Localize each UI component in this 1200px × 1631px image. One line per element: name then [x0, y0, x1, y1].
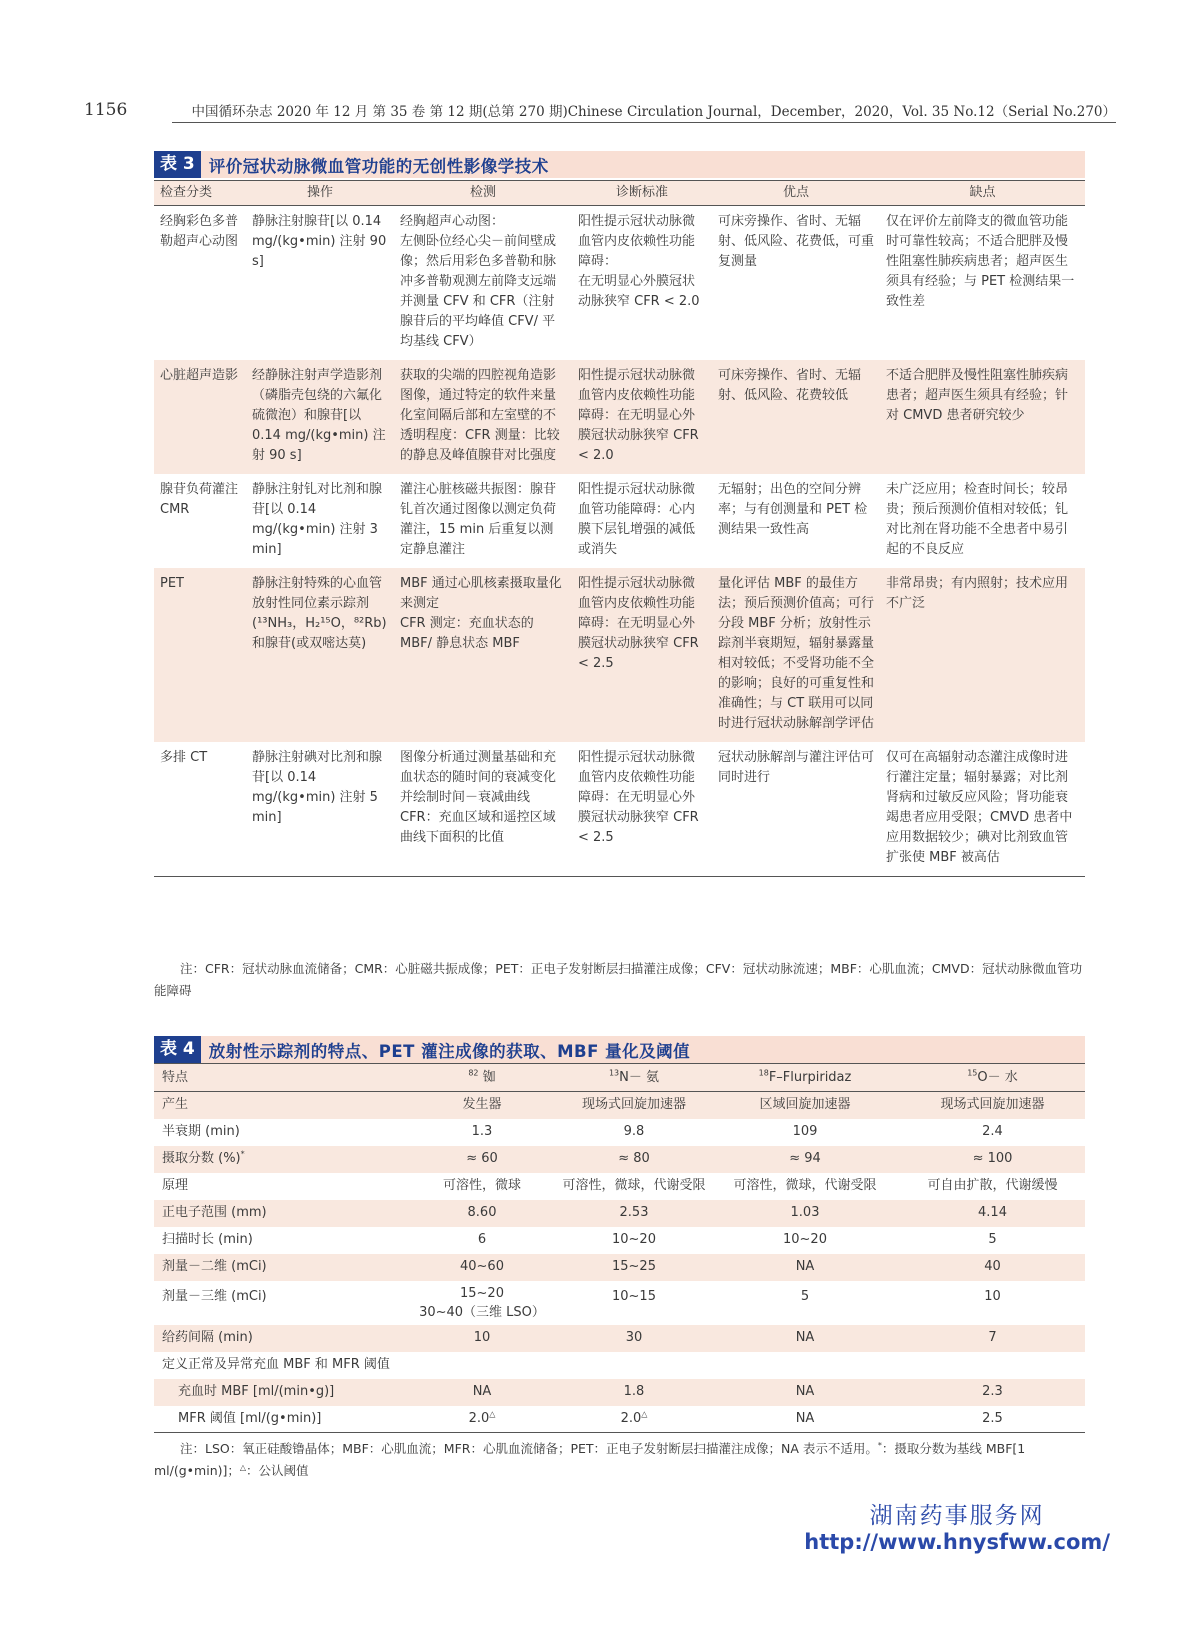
cell-rb: 可溶性，微球	[442, 1178, 521, 1193]
cell-cons: 未广泛应用；检查时间长；较昂贵；预后预测价值相对较低；钆对比剂在肾功能不全患者中易引起的不良反应	[886, 482, 1069, 557]
table-row	[154, 1200, 1085, 1227]
table4-col-header: $^{82}$ 铷	[406, 1064, 558, 1092]
cell-o: ≈ 100	[900, 1146, 1085, 1173]
cell-o: 2.3	[900, 1379, 1085, 1406]
cell-n: 2.0△	[558, 1406, 710, 1433]
cell-operation: 经静脉注射声学造影剂（磷脂壳包绕的六氟化硫微泡）和腺苷[以 0.14 mg/(kg•min) 注射 90 s]	[246, 360, 394, 474]
cell-label: 半衰期 (min)	[162, 1124, 240, 1139]
cell-detection: MBF 通过心肌核素摄取量化来测定 CFR 测定：充血状态的 MBF/ 静息状态 MBF	[394, 568, 572, 742]
cell-pros: 无辐射；出色的空间分辨率；与有创测量和 PET 检测结果一致性高	[718, 482, 868, 537]
watermark	[804, 1497, 1110, 1554]
table4-col-header: 特点	[154, 1064, 406, 1092]
table3-tag: 表 3	[154, 151, 201, 178]
cell-rb: 8.60	[406, 1200, 558, 1227]
cell-detection: 图像分析通过测量基础和充血状态的随时间的衰减变化并绘制时间－衰减曲线 CFR：充血区域和遥控区域曲线下面积的比值	[394, 742, 572, 877]
table-row	[154, 1379, 1085, 1406]
cell-n: 15~25	[558, 1254, 710, 1281]
cell-category: 腺苷负荷灌注 CMR	[160, 482, 239, 517]
table-row	[154, 742, 1085, 877]
table4-col-header: $^{13}$N－ 氨	[558, 1064, 710, 1092]
cell-label: MFR 阈值 [ml/(g•min)]	[154, 1406, 406, 1433]
cell-label: 正电子范围 (mm)	[154, 1200, 406, 1227]
cell-category: PET	[154, 568, 246, 742]
cell-f: NA	[710, 1325, 900, 1352]
table-row	[154, 1092, 1085, 1119]
table-row	[154, 1119, 1085, 1146]
table3-title-bar	[154, 151, 1085, 178]
table3-note: 注：CFR：冠状动脉血流储备；CMR：心脏磁共振成像；PET：正电子发射断层扫描灌注成像；CFV：冠状动脉流速；MBF：心肌血流；CMVD：冠状动脉微血管功能障碍	[154, 961, 1083, 998]
cell-n: ≈ 80	[558, 1146, 710, 1173]
cell-f: 区域回旋加速器	[710, 1092, 900, 1119]
cell-pros: 量化评估 MBF 的最佳方法；预后预测价值高；可行分段 MBF 分析；放射性示踪剂半衰期短，辐射暴露量相对较低；不受肾功能不全的影响；良好的可重复性和准确性；与 CT 联用可以同时进行冠状动脉解剖学评估	[712, 568, 880, 742]
cell-f: 可溶性，微球，代谢受限	[733, 1178, 877, 1193]
cell-cons: 仅在评价左前降支的微血管功能时可靠性较高；不适合肥胖及慢性阻塞性肺疾病患者；超声医生须具有经验；与 PET 检测结果一致性差	[886, 214, 1075, 309]
cell-operation: 静脉注射腺苷[以 0.14 mg/(kg•min) 注射 90 s]	[252, 214, 387, 269]
cell-label: 剂量－二维 (mCi)	[154, 1254, 406, 1281]
cell-cons: 不适合肥胖及慢性阻塞性肺疾病患者；超声医生须具有经验；针对 CMVD 患者研究较少	[880, 360, 1085, 474]
watermark-url: http://www.hnysfww.com/	[804, 1530, 1110, 1554]
cell-o: 2.4	[982, 1124, 1003, 1139]
cell-o: 可自由扩散，代谢缓慢	[927, 1178, 1058, 1193]
cell-criteria: 阳性提示冠状动脉微血管功能障碍：心内膜下层钆增强的减低或消失	[578, 482, 696, 557]
page-number: 1156	[84, 100, 128, 120]
cell-f: 109	[792, 1124, 818, 1139]
table-row	[154, 1352, 1085, 1379]
cell-criteria: 阳性提示冠状动脉微血管内皮依赖性功能障碍：在无明显心外膜冠状动脉狭窄 CFR < 2.5	[572, 568, 712, 742]
cell-operation: 静脉注射特殊的心血管放射性同位素示踪剂(¹³NH₃，H₂¹⁵O，⁸²Rb) 和腺苷(或双嘧达莫)	[246, 568, 394, 742]
header-rule	[172, 122, 1116, 123]
cell-o: 现场式回旋加速器	[900, 1092, 1085, 1119]
cell-category: 心脏超声造影	[154, 360, 246, 474]
cell-rb: ≈ 60	[406, 1146, 558, 1173]
cell-o: 7	[900, 1325, 1085, 1352]
cell-rb: 40~60	[406, 1254, 558, 1281]
cell-label: 定义正常及异常充血 MBF 和 MFR 阈值	[162, 1357, 390, 1372]
cell-operation: 静脉注射钆对比剂和腺苷[以 0.14 mg/(kg•min) 注射 3 min]	[252, 482, 383, 557]
table4-col-header: $^{18}$F–Flurpiridaz	[710, 1064, 900, 1092]
cell-n: 1.8	[558, 1379, 710, 1406]
cell-o: 4.14	[900, 1200, 1085, 1227]
cell-cons: 仅可在高辐射动态灌注成像时进行灌注定量；辐射暴露；对比剂肾病和过敏反应风险；肾功能衰竭患者应用受限；CMVD 患者中应用数据较少；碘对比剂致血管扩张使 MBF 被高估	[880, 742, 1085, 877]
table-row	[154, 568, 1085, 742]
cell-category: 经胸彩色多普勒超声心动图	[160, 214, 239, 249]
table-row	[154, 1406, 1085, 1433]
cell-detection: 灌注心脏核磁共振图：腺苷钆首次通过图像以测定负荷灌注，15 min 后重复以测定静息灌注	[400, 482, 557, 557]
cell-criteria: 阳性提示冠状动脉微血管内皮依赖性功能障碍：在无明显心外膜冠状动脉狭窄 CFR < 2.5	[572, 742, 712, 877]
cell-criteria: 阳性提示冠状动脉微血管内皮依赖性功能障碍：在无明显心外膜冠状动脉狭窄 CFR < 2.0	[572, 360, 712, 474]
table3-col-header: 优点	[712, 181, 880, 206]
table4	[154, 1063, 1085, 1433]
cell-f: 10~20	[783, 1232, 827, 1247]
cell-criteria: 阳性提示冠状动脉微血管内皮依赖性功能障碍： 在无明显心外膜冠状动脉狭窄 CFR < 2.0	[578, 214, 700, 309]
cell-rb: 10	[406, 1325, 558, 1352]
cell-pros: 冠状动脉解剖与灌注评估可同时进行	[712, 742, 880, 877]
cell-f: NA	[710, 1379, 900, 1406]
cell-f: NA	[710, 1254, 900, 1281]
cell-o: 2.5	[900, 1406, 1085, 1433]
cell-operation: 静脉注射碘对比剂和腺苷[以 0.14 mg/(kg•min) 注射 5 min]	[246, 742, 394, 877]
cell-n: 30	[558, 1325, 710, 1352]
cell-label: 产生	[154, 1092, 406, 1119]
table-row	[154, 1146, 1085, 1173]
cell-o: 40	[900, 1254, 1085, 1281]
cell-n: 10~15	[612, 1288, 656, 1304]
cell-n: 10~20	[612, 1232, 656, 1247]
cell-n: 现场式回旋加速器	[558, 1092, 710, 1119]
cell-rb: 1.3	[471, 1124, 493, 1139]
table-row	[154, 474, 1085, 568]
cell-f: NA	[710, 1406, 900, 1433]
cell-label: 摄取分数 (%)*	[154, 1146, 406, 1173]
table3-header-row	[154, 181, 1085, 206]
table3	[154, 180, 1085, 877]
table-row	[154, 1173, 1085, 1200]
cell-f: 5	[800, 1288, 810, 1304]
table4-title: 放射性示踪剂的特点、PET 灌注成像的获取、MBF 量化及阈值	[208, 1041, 691, 1061]
cell-rb: 15~20 30~40（三维 LSO）	[419, 1285, 545, 1320]
cell-pros: 可床旁操作、省时、无辐射、低风险、花费低，可重复测量	[718, 214, 875, 269]
table3-col-header: 检查分类	[154, 181, 246, 206]
table4-title-bar	[154, 1036, 1085, 1063]
table-row	[154, 1254, 1085, 1281]
table-row	[154, 206, 1085, 361]
cell-detection: 经胸超声心动图： 左侧卧位经心尖－前间壁成像；然后用彩色多普勒和脉冲多普勒观测左前降支远端并测量 CFV 和 CFR（注射腺苷后的平均峰值 CFV/ 平均基线 CFV）	[400, 214, 557, 349]
cell-rb: 发生器	[406, 1092, 558, 1119]
table3-col-header: 检测	[394, 181, 572, 206]
cell-o: 5	[988, 1232, 997, 1247]
page-header	[84, 100, 1116, 120]
cell-rb: 2.0△	[406, 1406, 558, 1433]
table3-title: 评价冠状动脉微血管功能的无创性影像学技术	[208, 156, 549, 176]
cell-o: 10	[984, 1288, 1001, 1304]
watermark-name: 湖南药事服务网	[869, 1503, 1045, 1529]
table-row	[154, 1325, 1085, 1352]
table3-col-header: 诊断标准	[572, 181, 712, 206]
cell-rb: 6	[477, 1232, 487, 1247]
cell-category: 多排 CT	[154, 742, 246, 877]
cell-detection: 获取的尖端的四腔视角造影图像，通过特定的软件来量化室间隔后部和左室壁的不透明程度：CFR 测量：比较的静息及峰值腺苷对比强度	[394, 360, 572, 474]
table-row	[154, 1227, 1085, 1254]
table-row	[154, 1281, 1085, 1325]
cell-rb: NA	[406, 1379, 558, 1406]
cell-n: 9.8	[623, 1124, 645, 1139]
cell-label: 给药间隔 (min)	[154, 1325, 406, 1352]
cell-f: 1.03	[710, 1200, 900, 1227]
table-row	[154, 360, 1085, 474]
cell-pros: 可床旁操作、省时、无辐射、低风险、花费较低	[712, 360, 880, 474]
table3-col-header: 操作	[246, 181, 394, 206]
table4-note: 注：LSO：氧正硅酸镥晶体；MBF：心肌血流；MFR：心肌血流储备；PET：正电子发射断层扫描灌注成像；NA 表示不适用。*：摄取分数为基线 MBF[1 ml/(g•min)]；△：公认阈值	[154, 1440, 1026, 1478]
cell-n: 可溶性，微球，代谢受限	[562, 1178, 706, 1193]
cell-label: 充血时 MBF [ml/(min•g)]	[154, 1379, 406, 1406]
journal-citation: 中国循环杂志 2020 年 12 月 第 35 卷 第 12 期(总第 270 期)Chinese Circulation Journal，December，2020，Vol. 35 No.12（Serial No.270）	[191, 104, 1116, 120]
cell-label: 原理	[162, 1178, 189, 1193]
cell-n: 2.53	[558, 1200, 710, 1227]
cell-label: 剂量－三维 (mCi)	[162, 1288, 267, 1304]
cell-cons: 非常昂贵；有内照射；技术应用不广泛	[880, 568, 1085, 742]
cell-label: 扫描时长 (min)	[162, 1232, 253, 1247]
cell-f: ≈ 94	[710, 1146, 900, 1173]
table4-tag: 表 4	[154, 1036, 201, 1063]
table3-col-header: 缺点	[880, 181, 1085, 206]
table4-col-header: $^{15}$O－ 水	[900, 1064, 1085, 1092]
table4-header-row	[154, 1064, 1085, 1092]
